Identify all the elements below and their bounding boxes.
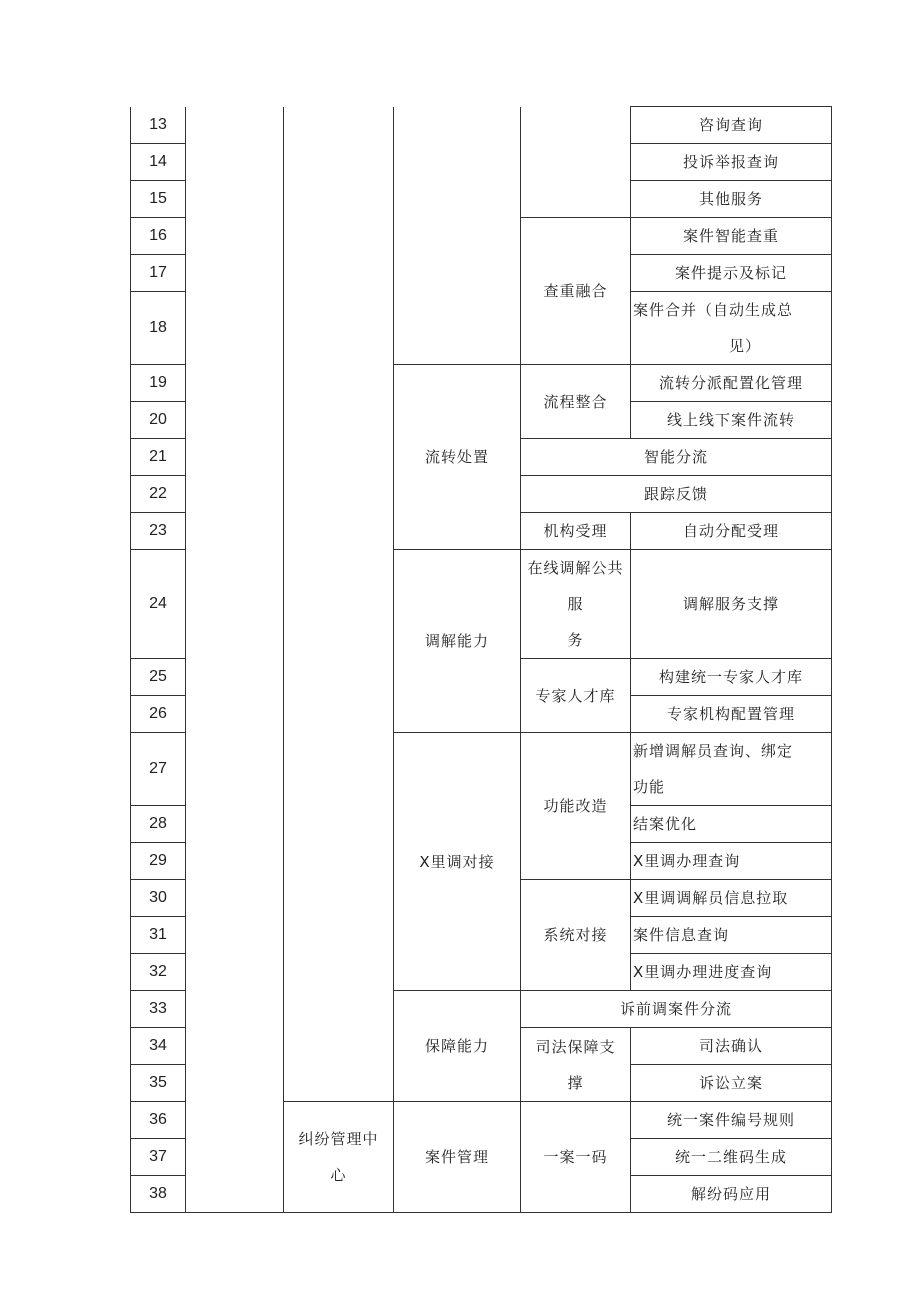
item-cell-merged: 智能分流 xyxy=(521,439,832,476)
row-number: 29 xyxy=(131,843,186,880)
subsystem-cell: X里调对接 xyxy=(394,733,521,991)
module-cell: 系统对接 xyxy=(521,880,631,991)
item-cell: 调解服务支撑 xyxy=(631,550,832,659)
center-cell xyxy=(284,1102,394,1213)
module-cell: 流程整合 xyxy=(521,365,631,439)
item-cell xyxy=(631,733,832,806)
item-cell: 案件智能查重 xyxy=(631,218,832,255)
row-number: 23 xyxy=(131,513,186,550)
row-number: 24 xyxy=(131,550,186,659)
row-number: 15 xyxy=(131,181,186,218)
item-cell-merged: 跟踪反馈 xyxy=(521,476,832,513)
item-cell: 线上线下案件流转 xyxy=(631,402,832,439)
module-cell: 机构受理 xyxy=(521,513,631,550)
item-cell: 司法确认 xyxy=(631,1028,832,1065)
item-cell: X里调调解员信息拉取 xyxy=(631,880,832,917)
table-row xyxy=(131,107,832,144)
center-line: 心 xyxy=(330,1166,347,1184)
item-cell: 投诉举报查询 xyxy=(631,144,832,181)
row-number: 13 xyxy=(131,107,186,144)
item-line: 新增调解员查询、绑定 xyxy=(633,742,794,760)
row-number: 25 xyxy=(131,659,186,696)
row-number: 21 xyxy=(131,439,186,476)
module-line: 在线调解公共服 xyxy=(527,559,624,613)
item-cell: 统一二维码生成 xyxy=(631,1139,832,1176)
item-cell: 咨询查询 xyxy=(631,107,832,144)
row-number: 33 xyxy=(131,991,186,1028)
module-cell xyxy=(521,550,631,659)
subsystem-cell-empty xyxy=(394,107,521,365)
item-cell: 专家机构配置管理 xyxy=(631,696,832,733)
item-cell: 案件提示及标记 xyxy=(631,255,832,292)
module-cell: 一案一码 xyxy=(521,1102,631,1213)
subsystem-cell: 调解能力 xyxy=(394,550,521,733)
item-cell: X里调办理进度查询 xyxy=(631,954,832,991)
item-line: 功能 xyxy=(633,778,666,796)
item-cell xyxy=(631,292,832,365)
row-number: 20 xyxy=(131,402,186,439)
row-number: 36 xyxy=(131,1102,186,1139)
row-number: 17 xyxy=(131,255,186,292)
module-cell: 功能改造 xyxy=(521,733,631,880)
row-number: 38 xyxy=(131,1176,186,1213)
row-number: 31 xyxy=(131,917,186,954)
row-number: 22 xyxy=(131,476,186,513)
service-item-table xyxy=(130,106,832,1213)
item-cell: 自动分配受理 xyxy=(631,513,832,550)
item-cell: X里调办理查询 xyxy=(631,843,832,880)
item-line: 案件合并（自动生成总 xyxy=(633,301,794,319)
row-number: 32 xyxy=(131,954,186,991)
row-number: 16 xyxy=(131,218,186,255)
module-line: 撑 xyxy=(567,1073,584,1092)
row-number: 28 xyxy=(131,806,186,843)
row-number: 26 xyxy=(131,696,186,733)
item-cell: 案件信息查询 xyxy=(631,917,832,954)
item-cell: 其他服务 xyxy=(631,181,832,218)
row-number: 19 xyxy=(131,365,186,402)
item-line: 见） xyxy=(728,337,761,355)
module-cell: 专家人才库 xyxy=(521,659,631,733)
item-cell: 统一案件编号规则 xyxy=(631,1102,832,1139)
row-number: 14 xyxy=(131,144,186,181)
subsystem-cell: 保障能力 xyxy=(394,991,521,1102)
row-number: 27 xyxy=(131,733,186,806)
center-line: 纠纷管理中 xyxy=(298,1130,379,1148)
item-cell: 结案优化 xyxy=(631,806,832,843)
row-number: 35 xyxy=(131,1065,186,1102)
center-cell-empty xyxy=(284,107,394,1102)
module-cell: 查重融合 xyxy=(521,218,631,365)
item-cell: 解纷码应用 xyxy=(631,1176,832,1213)
subsystem-cell: 流转处置 xyxy=(394,365,521,550)
row-number: 37 xyxy=(131,1139,186,1176)
row-number: 30 xyxy=(131,880,186,917)
module-cell-empty xyxy=(521,107,631,218)
item-cell: 流转分派配置化管理 xyxy=(631,365,832,402)
module-line: 务 xyxy=(567,631,584,649)
item-cell: 诉讼立案 xyxy=(631,1065,832,1102)
row-number: 34 xyxy=(131,1028,186,1065)
module-cell xyxy=(521,1028,631,1102)
category-cell-empty xyxy=(186,107,284,1213)
subsystem-cell: 案件管理 xyxy=(394,1102,521,1213)
module-line: 司法保障支 xyxy=(535,1037,616,1056)
row-number: 18 xyxy=(131,292,186,365)
item-cell-merged: 诉前调案件分流 xyxy=(521,991,832,1028)
item-cell: 构建统一专家人才库 xyxy=(631,659,832,696)
